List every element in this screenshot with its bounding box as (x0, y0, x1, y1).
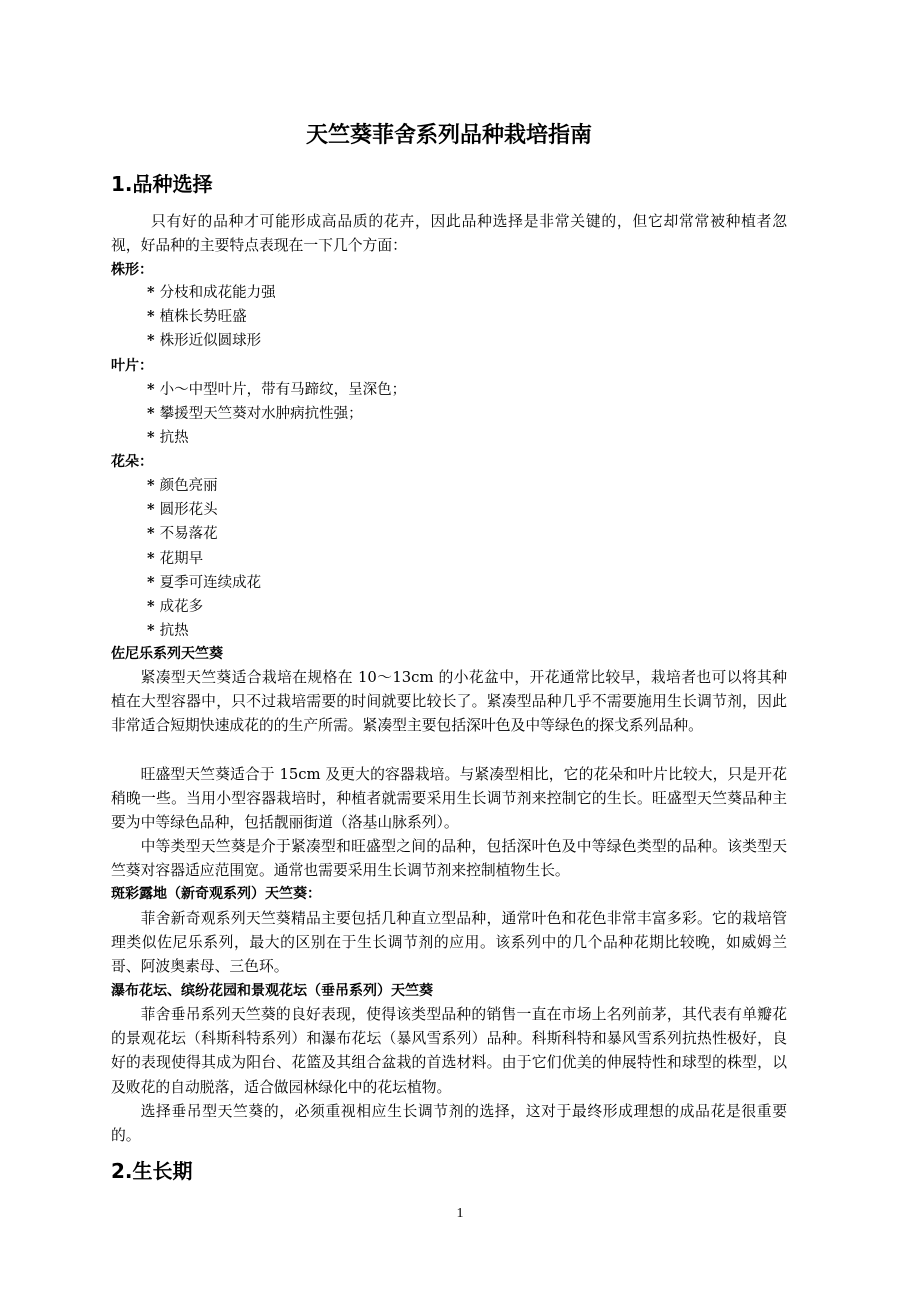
list-item: * 不易落花 (147, 522, 261, 546)
section-heading-growth-period: 2.生长期 (111, 1159, 193, 1183)
section-heading-variety-selection: 1.品种选择 (111, 172, 213, 196)
flowers-label: 花朵： (111, 454, 153, 470)
plant-shape-label: 株形： (111, 262, 153, 278)
ivy-paragraph-overview: 菲舍垂吊系列天竺葵的良好表现，使得该类型品种的销售一直在市场上名列前茅，其代表有单瓣花的景观花坛（科斯科特系列）和瀑布花坛（暴风雪系列）品种。科斯科特和暴风雪系列抗热性极好，良好的表现使得其成为阳台、花篮及其组合盆栽的首选材料。由于它们优美的伸展特性和球型的株型，以及败花的自动脱落，适合做园林绿化中的花坛植物。 (111, 1006, 787, 1096)
list-item: * 圆形花头 (147, 498, 261, 522)
ivy-paragraph-regulator: 选择垂吊型天竺葵的，必须重视相应生长调节剂的选择，这对于最终形成理想的成品花是很重要的。 (111, 1103, 787, 1145)
list-item: * 植株长势旺盛 (147, 305, 276, 329)
zonal-series-label: 佐尼乐系列天竺葵 (111, 646, 223, 662)
plant-shape-list (147, 281, 276, 354)
ivy-series-label: 瀑布花坛、缤纷花园和景观花坛（垂吊系列）天竺葵 (111, 983, 433, 999)
fancy-series-label: 斑彩露地（新奇观系列）天竺葵： (111, 886, 321, 902)
intro-paragraph: 只有好的品种才可能形成高品质的花卉，因此品种选择是非常关键的，但它却常常被种植者忽视，好品种的主要特点表现在一下几个方面： (111, 213, 787, 255)
list-item: * 夏季可连续成花 (147, 571, 261, 595)
list-item: * 株形近似圆球形 (147, 329, 276, 353)
document-title: 天竺葵菲舍系列品种栽培指南 (305, 123, 592, 148)
list-item: * 花期早 (147, 547, 261, 571)
zonal-paragraph-intermediate: 中等类型天竺葵是介于紧凑型和旺盛型之间的品种，包括深叶色及中等绿色类型的品种。该类型天竺葵对容器适应范围宽。通常也需要采用生长调节剂来控制植物生长。 (111, 838, 787, 880)
leaves-list (147, 378, 406, 451)
zonal-paragraph-compact: 紧凑型天竺葵适合栽培在规格在 10～13cm 的小花盆中，开花通常比较早，栽培者也可以将其种植在大型容器中，只不过栽培需要的时间就要比较长了。紧凑型品种几乎不需要施用生长调节剂，因此非常适合短期快速成花的的生产所需。紧凑型主要包括深叶色及中等绿色的探戈系列品种。 (111, 669, 787, 735)
list-item: * 抗热 (147, 619, 261, 643)
list-item: * 小～中型叶片，带有马蹄纹，呈深色； (147, 378, 406, 402)
list-item: * 抗热 (147, 426, 406, 450)
list-item: * 颜色亮丽 (147, 474, 261, 498)
leaves-label: 叶片： (111, 358, 153, 374)
list-item: * 分枝和成花能力强 (147, 281, 276, 305)
list-item: * 攀援型天竺葵对水肿病抗性强； (147, 402, 406, 426)
list-item: * 成花多 (147, 595, 261, 619)
fancy-paragraph: 菲舍新奇观系列天竺葵精品主要包括几种直立型品种，通常叶色和花色非常丰富多彩。它的栽培管理类似佐尼乐系列，最大的区别在于生长调节剂的应用。该系列中的几个品种花期比较晚，如威姆兰哥、阿波奥素母、三色环。 (111, 910, 787, 976)
page-number: 1 (456, 1206, 464, 1221)
flowers-list (147, 474, 261, 643)
zonal-paragraph-vigorous: 旺盛型天竺葵适合于 15cm 及更大的容器栽培。与紧凑型相比，它的花朵和叶片比较大，只是开花稍晚一些。当用小型容器栽培时，种植者就需要采用生长调节剂来控制它的生长。旺盛型天竺葵品种主要为中等绿色品种，包括靓丽街道（洛基山脉系列）。 (111, 766, 787, 832)
